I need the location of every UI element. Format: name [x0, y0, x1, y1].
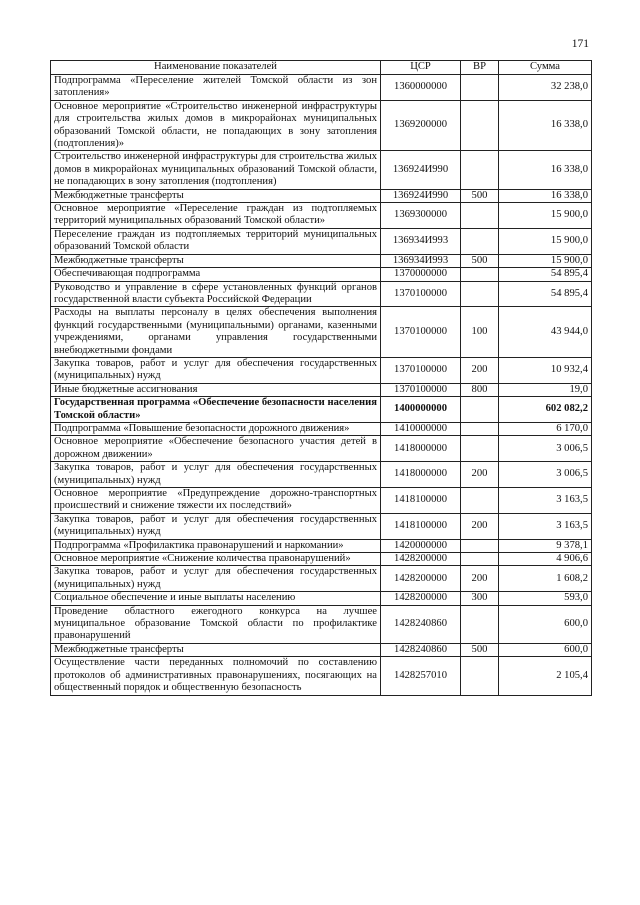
row-vr-cell [461, 203, 499, 229]
row-sum-cell: 2 105,4 [499, 657, 592, 695]
row-name-cell: Межбюджетные трансферты [51, 643, 381, 656]
row-name-cell: Иные бюджетные ассигнования [51, 383, 381, 396]
table-row [51, 228, 592, 254]
row-sum-cell: 3 163,5 [499, 513, 592, 539]
row-sum-cell: 16 338,0 [499, 189, 592, 202]
row-vr-cell: 200 [461, 462, 499, 488]
row-vr-cell: 200 [461, 357, 499, 383]
row-name-cell: Основное мероприятие «Строительство инженерной инфраструктуры для строительства жилых домов в микрорайонах муниципальных образований Томской области, не попадающих в зону затопления (подтопления)» [51, 100, 381, 151]
row-vr-cell [461, 657, 499, 695]
row-vr-cell [461, 151, 499, 189]
row-name-cell: Закупка товаров, работ и услуг для обеспечения государственных (муниципальных) нужд [51, 357, 381, 383]
table-row [51, 592, 592, 605]
row-sum-cell: 10 932,4 [499, 357, 592, 383]
table-row [51, 553, 592, 566]
row-code-cell: 1418000000 [381, 436, 461, 462]
row-sum-cell: 19,0 [499, 383, 592, 396]
row-vr-cell [461, 75, 499, 101]
row-vr-cell: 100 [461, 307, 499, 358]
row-code-cell: 136924И990 [381, 151, 461, 189]
row-code-cell: 1418100000 [381, 488, 461, 514]
row-name-cell: Руководство и управление в сфере установленных функций органов государственной власти субъекта Российской Федерации [51, 281, 381, 307]
row-code-cell: 136934И993 [381, 254, 461, 267]
row-vr-cell [461, 553, 499, 566]
row-name-cell: Закупка товаров, работ и услуг для обеспечения государственных (муниципальных) нужд [51, 566, 381, 592]
table-row [51, 462, 592, 488]
row-sum-cell: 43 944,0 [499, 307, 592, 358]
row-vr-cell [461, 268, 499, 281]
row-name-cell: Основное мероприятие «Обеспечение безопасного участия детей в дорожном движении» [51, 436, 381, 462]
table-row [51, 151, 592, 189]
row-vr-cell [461, 100, 499, 151]
row-code-cell: 1370100000 [381, 281, 461, 307]
row-sum-cell: 54 895,4 [499, 281, 592, 307]
row-sum-cell: 16 338,0 [499, 100, 592, 151]
row-name-cell: Переселение граждан из подтопляемых территорий муниципальных образований Томской области [51, 228, 381, 254]
row-code-cell: 1428200000 [381, 566, 461, 592]
table-row [51, 513, 592, 539]
budget-table [50, 60, 592, 696]
row-sum-cell: 9 378,1 [499, 539, 592, 552]
row-name-cell: Закупка товаров, работ и услуг для обеспечения государственных (муниципальных) нужд [51, 462, 381, 488]
row-sum-cell: 600,0 [499, 643, 592, 656]
table-row [51, 657, 592, 695]
row-sum-cell: 1 608,2 [499, 566, 592, 592]
row-vr-cell: 200 [461, 513, 499, 539]
row-vr-cell: 200 [461, 566, 499, 592]
row-code-cell: 136934И993 [381, 228, 461, 254]
row-sum-cell: 32 238,0 [499, 75, 592, 101]
row-sum-cell: 602 082,2 [499, 397, 592, 423]
row-sum-cell: 593,0 [499, 592, 592, 605]
row-sum-cell: 3 006,5 [499, 436, 592, 462]
table-row [51, 203, 592, 229]
row-vr-cell: 500 [461, 189, 499, 202]
page-number: 171 [571, 38, 589, 50]
table-row [51, 268, 592, 281]
table-row [51, 397, 592, 423]
table-row [51, 254, 592, 267]
table-header-row [51, 61, 592, 75]
table-row [51, 100, 592, 151]
row-code-cell: 1369200000 [381, 100, 461, 151]
row-name-cell: Проведение областного ежегодного конкурса на лучшее муниципальное образование Томской области по профилактике правонарушений [51, 605, 381, 643]
row-name-cell: Подпрограмма «Профилактика правонарушений и наркомании» [51, 539, 381, 552]
table-row [51, 189, 592, 202]
row-code-cell: 136924И990 [381, 189, 461, 202]
table-row [51, 436, 592, 462]
row-sum-cell: 15 900,0 [499, 203, 592, 229]
row-code-cell: 1420000000 [381, 539, 461, 552]
row-vr-cell [461, 605, 499, 643]
row-name-cell: Основное мероприятие «Предупреждение дорожно-транспортных происшествий и снижение тяжести их последствий» [51, 488, 381, 514]
row-vr-cell [461, 488, 499, 514]
row-code-cell: 1370100000 [381, 357, 461, 383]
row-code-cell: 1428257010 [381, 657, 461, 695]
row-vr-cell [461, 397, 499, 423]
header-vr: ВР [461, 61, 499, 75]
table-row [51, 307, 592, 358]
row-name-cell: Обеспечивающая подпрограмма [51, 268, 381, 281]
row-code-cell: 1428240860 [381, 643, 461, 656]
table-row [51, 281, 592, 307]
table-row [51, 488, 592, 514]
row-code-cell: 1428240860 [381, 605, 461, 643]
row-vr-cell [461, 436, 499, 462]
table-row [51, 422, 592, 435]
row-vr-cell [461, 228, 499, 254]
table-row [51, 357, 592, 383]
table-row [51, 75, 592, 101]
row-vr-cell: 500 [461, 254, 499, 267]
row-code-cell: 1418100000 [381, 513, 461, 539]
row-vr-cell [461, 422, 499, 435]
row-vr-cell [461, 281, 499, 307]
row-code-cell: 1428200000 [381, 553, 461, 566]
header-sum: Сумма [499, 61, 592, 75]
row-name-cell: Закупка товаров, работ и услуг для обеспечения государственных (муниципальных) нужд [51, 513, 381, 539]
header-name: Наименование показателей [51, 61, 381, 75]
row-code-cell: 1400000000 [381, 397, 461, 423]
table-row [51, 539, 592, 552]
row-sum-cell: 4 906,6 [499, 553, 592, 566]
row-name-cell: Межбюджетные трансферты [51, 189, 381, 202]
table-row [51, 605, 592, 643]
row-name-cell: Основное мероприятие «Снижение количества правонарушений» [51, 553, 381, 566]
row-name-cell: Расходы на выплаты персоналу в целях обеспечения выполнения функций государственными (муниципальными) органами, казенными учреждениями, органами управления государственными внебюджетными фондами [51, 307, 381, 358]
table-row [51, 643, 592, 656]
row-code-cell: 1370100000 [381, 383, 461, 396]
row-name-cell: Подпрограмма «Переселение жителей Томской области из зон затопления» [51, 75, 381, 101]
row-vr-cell: 800 [461, 383, 499, 396]
row-code-cell: 1410000000 [381, 422, 461, 435]
row-vr-cell [461, 539, 499, 552]
row-name-cell: Государственная программа «Обеспечение безопасности населения Томской области» [51, 397, 381, 423]
table-row [51, 383, 592, 396]
row-sum-cell: 6 170,0 [499, 422, 592, 435]
row-name-cell: Подпрограмма «Повышение безопасности дорожного движения» [51, 422, 381, 435]
row-sum-cell: 15 900,0 [499, 228, 592, 254]
row-name-cell: Основное мероприятие «Переселение граждан из подтопляемых территорий муниципальных образований Томской области» [51, 203, 381, 229]
row-sum-cell: 16 338,0 [499, 151, 592, 189]
row-code-cell: 1369300000 [381, 203, 461, 229]
row-code-cell: 1360000000 [381, 75, 461, 101]
row-sum-cell: 15 900,0 [499, 254, 592, 267]
row-name-cell: Строительство инженерной инфраструктуры для строительства жилых домов в микрорайонах муниципальных образований Томской области, не попадающих в зону затопления (подтопления) [51, 151, 381, 189]
row-name-cell: Межбюджетные трансферты [51, 254, 381, 267]
row-sum-cell: 54 895,4 [499, 268, 592, 281]
row-code-cell: 1370000000 [381, 268, 461, 281]
row-sum-cell: 3 006,5 [499, 462, 592, 488]
row-sum-cell: 600,0 [499, 605, 592, 643]
table-row [51, 566, 592, 592]
row-name-cell: Осуществление части переданных полномочий по составлению протоколов об административных правонарушениях, посягающих на общественный порядок и общественную безопасность [51, 657, 381, 695]
row-sum-cell: 3 163,5 [499, 488, 592, 514]
row-vr-cell: 500 [461, 643, 499, 656]
row-code-cell: 1418000000 [381, 462, 461, 488]
row-code-cell: 1370100000 [381, 307, 461, 358]
row-name-cell: Социальное обеспечение и иные выплаты населению [51, 592, 381, 605]
row-vr-cell: 300 [461, 592, 499, 605]
row-code-cell: 1428200000 [381, 592, 461, 605]
header-code: ЦСР [381, 61, 461, 75]
